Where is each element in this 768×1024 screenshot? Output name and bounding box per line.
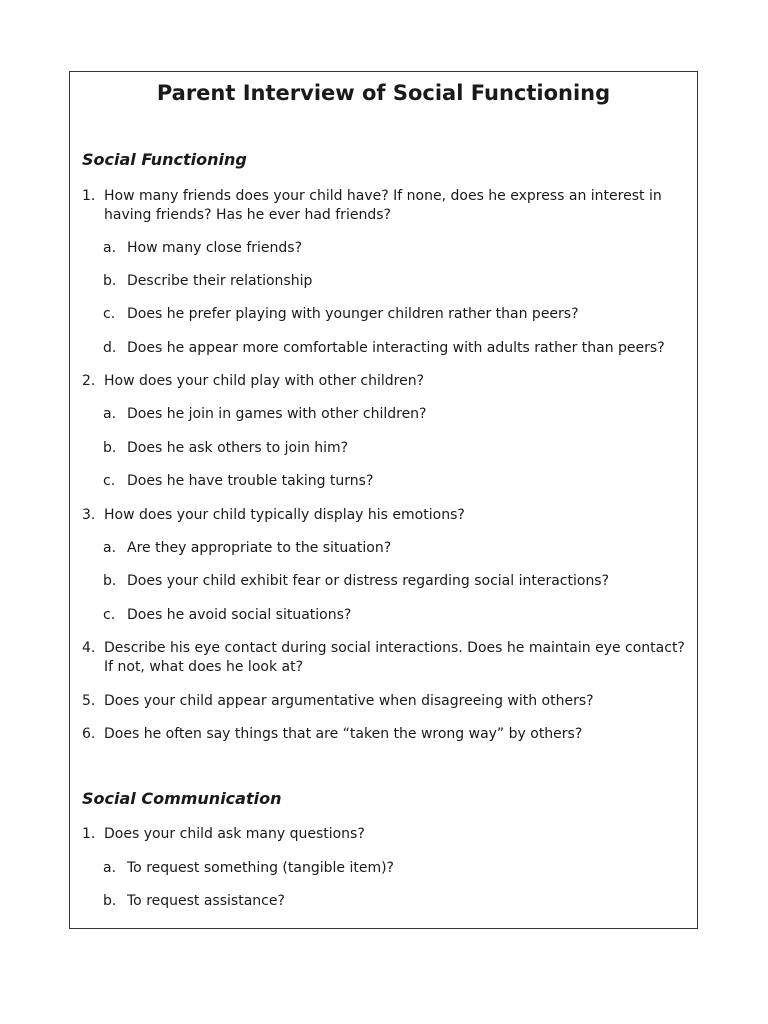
question-3 — [82, 506, 690, 525]
sub-question-letter: a. — [103, 540, 117, 556]
sub-question-text: Does he ask others to join him? — [127, 440, 349, 456]
question-5 — [82, 692, 690, 711]
sub-question-letter: c. — [103, 473, 116, 489]
sub-question-text: Does he appear more comfortable interacting with adults rather than peers? — [127, 340, 665, 356]
sub-question-3c — [103, 606, 683, 625]
sub-question-text: Does he join in games with other children? — [127, 406, 427, 422]
sub-question-2b — [103, 439, 683, 458]
sub-question-1a — [103, 239, 683, 258]
sub-question-letter: a. — [103, 240, 117, 256]
section-heading-social-communication: Social Communication — [82, 789, 282, 808]
question-1 — [82, 187, 690, 225]
sub-question-text: Does your child exhibit fear or distress regarding social interactions? — [127, 573, 610, 589]
question-4 — [82, 639, 690, 677]
section-heading-social-functioning: Social Functioning — [82, 150, 247, 169]
question-6 — [82, 725, 690, 744]
sub-question-letter: b. — [103, 573, 117, 589]
question-number: 2. — [82, 373, 96, 389]
question-text: How many friends does your child have? If none, does he express an interest in having friends? Has he ever had friends? — [104, 188, 662, 223]
sub-question-text: To request assistance? — [127, 893, 285, 909]
document-frame — [69, 71, 698, 929]
question-2 — [82, 372, 690, 391]
sub-question-text: Describe their relationship — [127, 273, 313, 289]
sub-question-1c — [103, 305, 683, 324]
sub-question-2c — [103, 472, 683, 491]
question-text: How does your child typically display his emotions? — [104, 507, 465, 523]
question-number: 6. — [82, 726, 96, 742]
sub-question-text: To request something (tangible item)? — [127, 860, 394, 876]
question-1 — [82, 825, 690, 844]
question-number: 3. — [82, 507, 96, 523]
sub-question-letter: c. — [103, 306, 116, 322]
sub-question-text: Does he prefer playing with younger children rather than peers? — [127, 306, 579, 322]
sub-question-text: Does he have trouble taking turns? — [127, 473, 374, 489]
question-number: 1. — [82, 188, 96, 204]
sub-question-text: How many close friends? — [127, 240, 302, 256]
sub-question-text: Does he avoid social situations? — [127, 607, 352, 623]
question-number: 5. — [82, 693, 96, 709]
sub-question-1a — [103, 859, 683, 878]
sub-question-letter: b. — [103, 273, 117, 289]
question-number: 1. — [82, 826, 96, 842]
sub-question-letter: d. — [103, 340, 117, 356]
question-number: 4. — [82, 640, 96, 656]
sub-question-1b — [103, 892, 683, 911]
question-text: Does he often say things that are “taken the wrong way” by others? — [104, 726, 583, 742]
sub-question-letter: b. — [103, 893, 117, 909]
sub-question-text: Are they appropriate to the situation? — [127, 540, 392, 556]
page-title: Parent Interview of Social Functioning — [156, 81, 611, 105]
question-text: How does your child play with other children? — [104, 373, 425, 389]
sub-question-3a — [103, 539, 683, 558]
sub-question-letter: a. — [103, 406, 117, 422]
sub-question-1d — [103, 339, 683, 358]
sub-question-letter: c. — [103, 607, 116, 623]
question-text: Does your child appear argumentative when disagreeing with others? — [104, 693, 594, 709]
sub-question-3b — [103, 572, 683, 591]
sub-question-2a — [103, 405, 683, 424]
sub-question-letter: a. — [103, 860, 117, 876]
question-text: Does your child ask many questions? — [104, 826, 365, 842]
sub-question-letter: b. — [103, 440, 117, 456]
sub-question-1b — [103, 272, 683, 291]
question-text: Describe his eye contact during social interactions. Does he maintain eye contact? If not, what does he look at? — [104, 640, 685, 675]
